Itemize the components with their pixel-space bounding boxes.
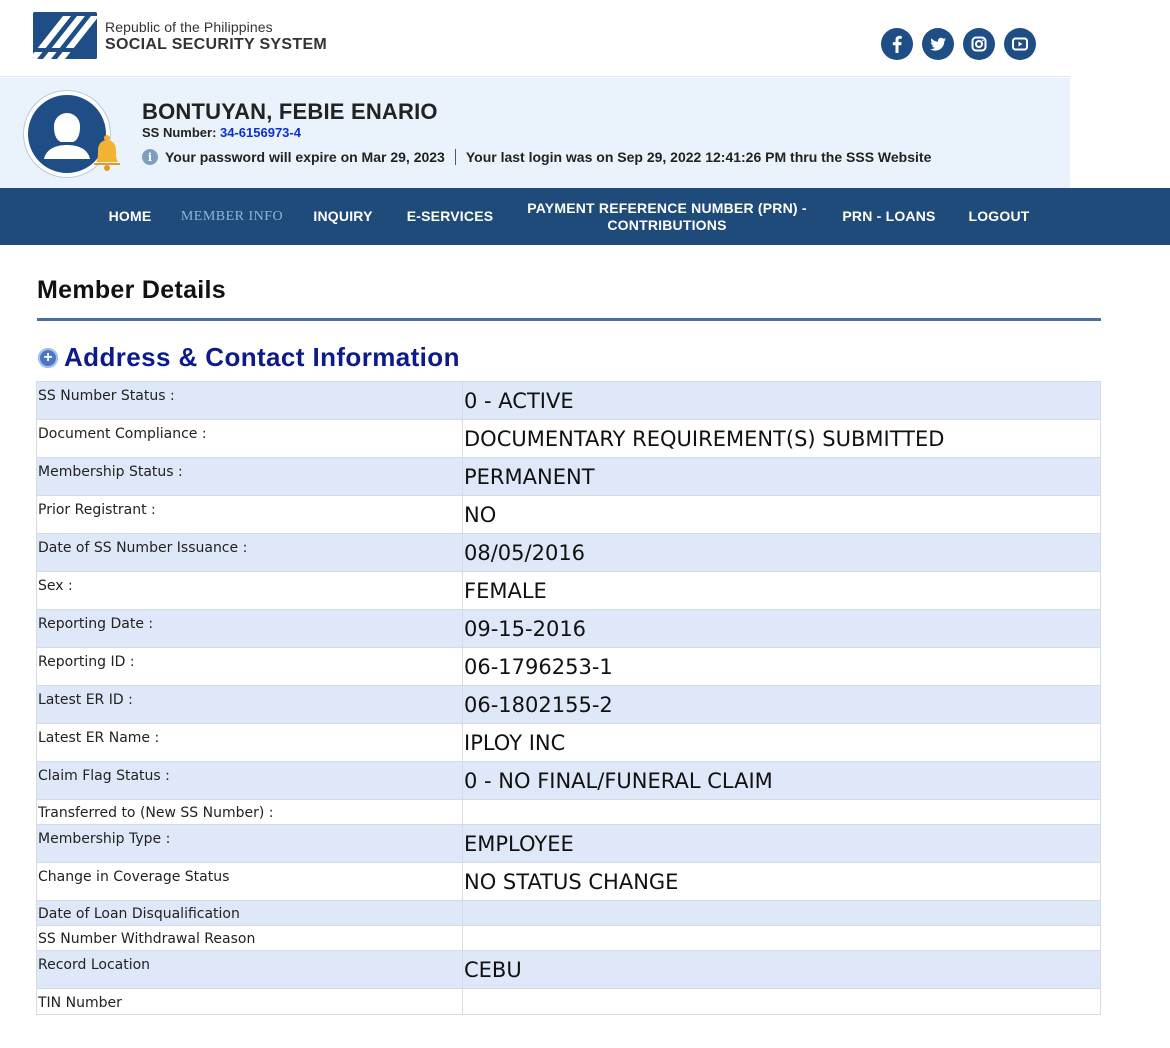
field-value: IPLOY INC <box>463 724 1101 762</box>
field-label: Latest ER ID : <box>37 686 463 724</box>
social-links <box>881 28 1036 60</box>
notice-divider <box>455 149 456 165</box>
field-value: NO <box>463 496 1101 534</box>
field-label: Record Location <box>37 951 463 989</box>
table-row <box>37 825 1101 863</box>
field-value: 0 - NO FINAL/FUNERAL CLAIM <box>463 762 1101 800</box>
org-line1: Republic of the Philippines <box>105 19 273 35</box>
nav-e-services[interactable]: E-SERVICES <box>406 208 494 224</box>
field-label: Date of SS Number Issuance : <box>37 534 463 572</box>
table-row <box>37 420 1101 458</box>
field-label: Membership Status : <box>37 458 463 496</box>
table-row <box>37 572 1101 610</box>
last-login-text: Your last login was on Sep 29, 2022 12:41:26 PM thru the SSS Website <box>465 149 932 165</box>
top-banner <box>0 0 1070 77</box>
member-details-table <box>36 381 1101 1015</box>
field-value <box>463 989 1101 1015</box>
ss-number-line <box>142 125 301 140</box>
table-row <box>37 610 1101 648</box>
field-value: 0 - ACTIVE <box>463 382 1101 420</box>
field-value: DOCUMENTARY REQUIREMENT(S) SUBMITTED <box>463 420 1101 458</box>
table-row <box>37 534 1101 572</box>
twitter-icon[interactable] <box>922 28 954 60</box>
profile-panel <box>0 78 1070 188</box>
nav-inquiry[interactable]: INQUIRY <box>313 208 373 224</box>
info-icon: i <box>142 149 158 165</box>
member-name: BONTUYAN, FEBIE ENARIO <box>142 99 438 124</box>
field-label: SS Number Withdrawal Reason <box>37 926 463 951</box>
table-row <box>37 989 1101 1015</box>
table-row <box>37 496 1101 534</box>
nav-prn-contributions[interactable]: PAYMENT REFERENCE NUMBER (PRN) - CONTRIBUTIONS <box>527 199 807 233</box>
account-notice <box>142 149 931 165</box>
table-row <box>37 762 1101 800</box>
org-line2: SOCIAL SECURITY SYSTEM <box>105 36 328 53</box>
notification-bell-icon[interactable] <box>90 132 124 177</box>
field-label: Latest ER Name : <box>37 724 463 762</box>
nav-logout[interactable]: LOGOUT <box>968 208 1030 224</box>
field-label: SS Number Status : <box>37 382 463 420</box>
expand-plus-icon[interactable]: + <box>38 348 58 368</box>
field-label: Reporting Date : <box>37 610 463 648</box>
sss-logo[interactable] <box>33 12 97 59</box>
main-nav <box>0 188 1170 245</box>
field-value <box>463 901 1101 926</box>
section-title: Address & Contact Information <box>64 342 460 372</box>
field-value: PERMANENT <box>463 458 1101 496</box>
field-value: FEMALE <box>463 572 1101 610</box>
facebook-icon[interactable] <box>881 28 913 60</box>
nav-member-info[interactable]: MEMBER INFO <box>180 209 284 224</box>
field-label: Claim Flag Status : <box>37 762 463 800</box>
field-label: Date of Loan Disqualification <box>37 901 463 926</box>
table-row <box>37 724 1101 762</box>
table-row <box>37 458 1101 496</box>
field-value: 06-1796253-1 <box>463 648 1101 686</box>
table-row <box>37 863 1101 901</box>
table-row <box>37 686 1101 724</box>
instagram-icon[interactable] <box>963 28 995 60</box>
table-row <box>37 648 1101 686</box>
password-expiry-text: Your password will expire on Mar 29, 2023 <box>165 149 445 165</box>
field-label: TIN Number <box>37 989 463 1015</box>
field-label: Transferred to (New SS Number) : <box>37 800 463 825</box>
table-row <box>37 800 1101 825</box>
field-label: Sex : <box>37 572 463 610</box>
field-label: Reporting ID : <box>37 648 463 686</box>
table-row <box>37 382 1101 420</box>
field-value: 08/05/2016 <box>463 534 1101 572</box>
field-value <box>463 800 1101 825</box>
field-label: Membership Type : <box>37 825 463 863</box>
field-value: CEBU <box>463 951 1101 989</box>
field-value <box>463 926 1101 951</box>
ss-number-label: SS Number: <box>142 125 221 140</box>
page-title: Member Details <box>37 276 226 304</box>
field-value: 06-1802155-2 <box>463 686 1101 724</box>
field-value: EMPLOYEE <box>463 825 1101 863</box>
youtube-icon[interactable] <box>1004 28 1036 60</box>
section-header[interactable] <box>38 342 460 373</box>
table-row <box>37 901 1101 926</box>
field-value: 09-15-2016 <box>463 610 1101 648</box>
nav-prn-loans[interactable]: PRN - LOANS <box>842 208 936 224</box>
field-value: NO STATUS CHANGE <box>463 863 1101 901</box>
table-row <box>37 951 1101 989</box>
table-row <box>37 926 1101 951</box>
field-label: Document Compliance : <box>37 420 463 458</box>
ss-number-value: 34-6156973-4 <box>220 125 301 140</box>
org-name <box>105 19 327 54</box>
title-divider <box>37 318 1101 321</box>
field-label: Change in Coverage Status <box>37 863 463 901</box>
field-label: Prior Registrant : <box>37 496 463 534</box>
nav-home[interactable]: HOME <box>108 208 152 224</box>
